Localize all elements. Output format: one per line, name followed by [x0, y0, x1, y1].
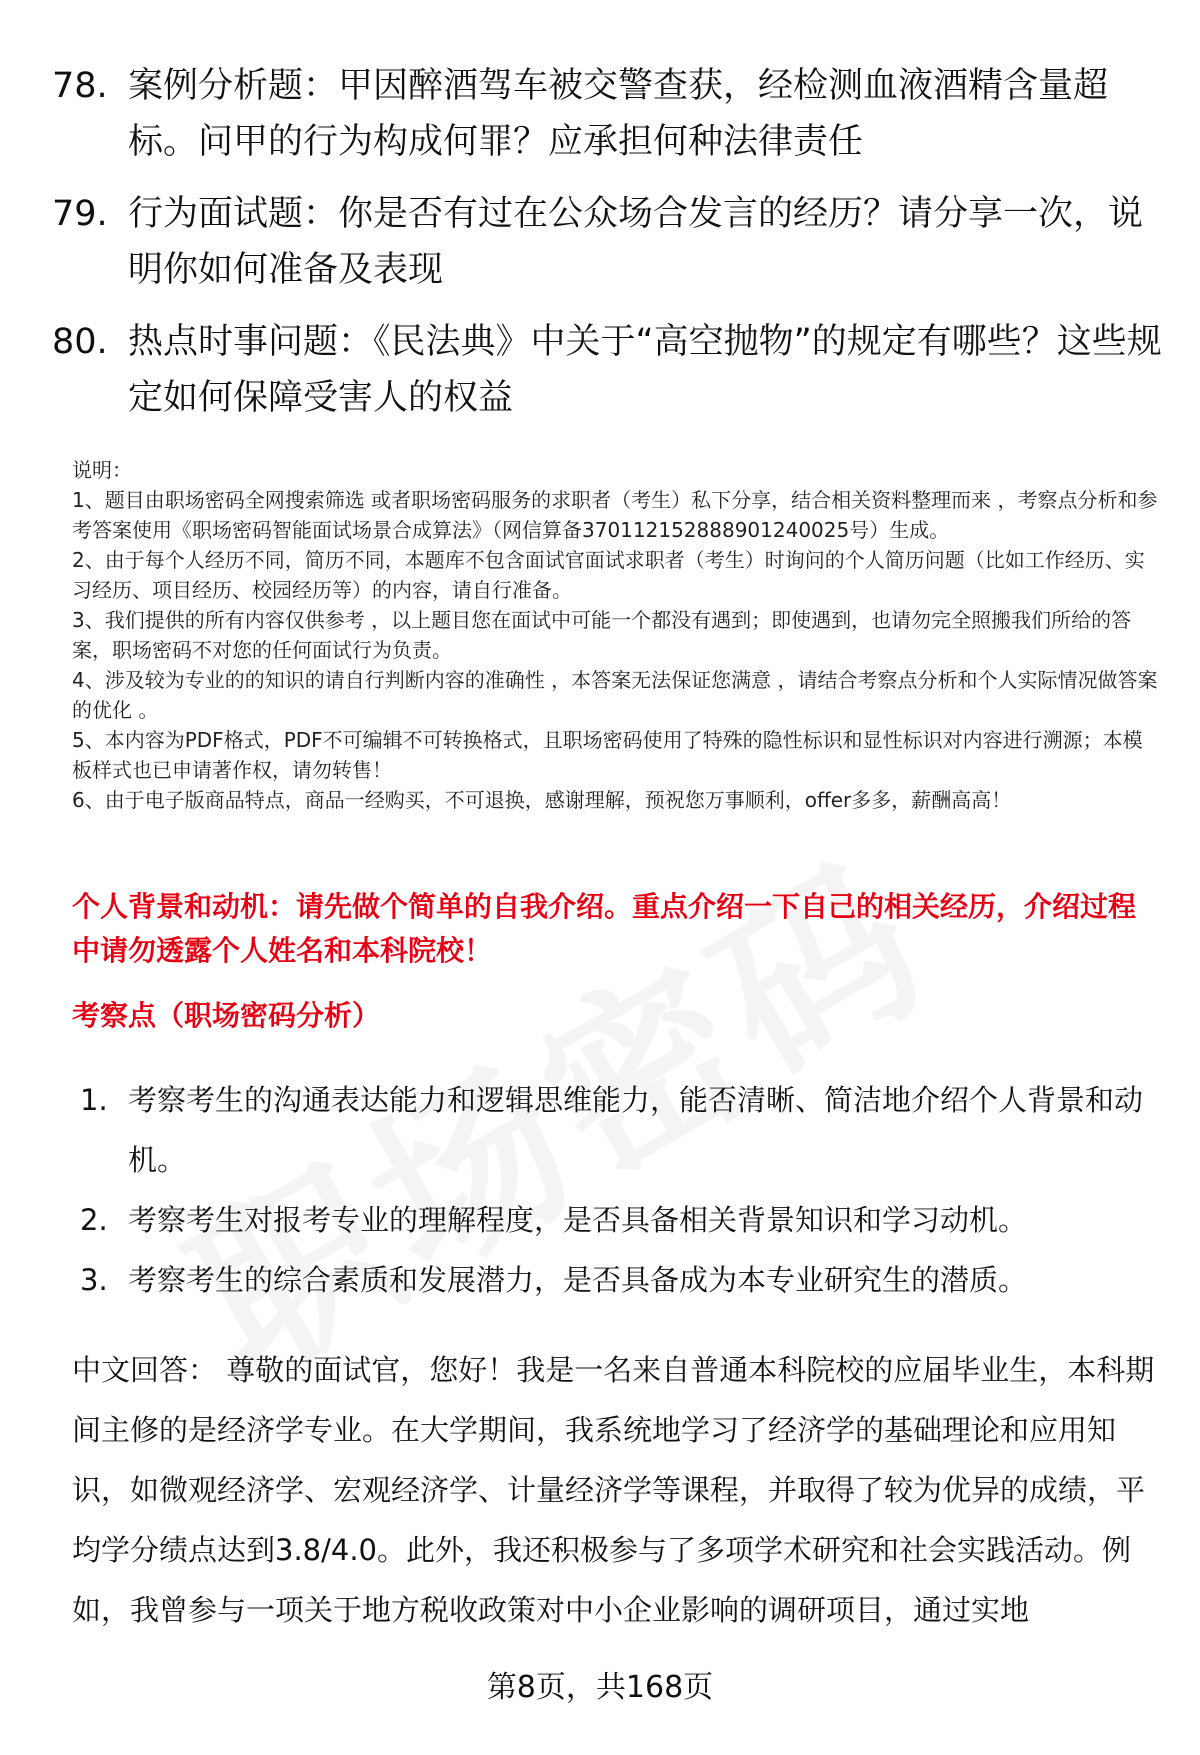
point-text: 考察考生的综合素质和发展潜力，是否具备成为本专业研究生的潜质。 — [128, 1263, 1028, 1297]
analysis-point — [80, 1070, 1160, 1190]
question-text: 行为面试题：你是否有过在公众场合发言的经历？请分享一次，说明你如何准备及表现 — [128, 194, 1144, 290]
note-item: 2、由于每个人经历不同，简历不同，本题库不包含面试官面试求职者（考生）时询问的个人简历问题（比如工作经历、实习经历、项目经历、校园经历等）的内容，请自行准备。 — [72, 548, 1145, 602]
question-number: 78. — [52, 66, 108, 106]
notes-block — [72, 455, 1162, 815]
question-list — [52, 58, 1162, 442]
analysis-points — [80, 1070, 1160, 1310]
note-item: 6、由于电子版商品特点，商品一经购买，不可退换，感谢理解，预祝您万事顺利，offer多多，薪酬高高！ — [72, 788, 1012, 812]
note-item: 1、题目由职场密码全网搜索筛选 或者职场密码服务的求职者（考生）私下分享，结合相关资料整理而来 ，考察点分析和参考答案使用《职场密码智能面试场景合成算法》（网信算备370112152888901240025号）生成。 — [72, 488, 1158, 542]
point-number: 1. — [80, 1083, 108, 1117]
point-text: 考察考生的沟通表达能力和逻辑思维能力，能否清晰、简洁地介绍个人背景和动机。 — [128, 1083, 1144, 1177]
point-number: 2. — [80, 1203, 108, 1237]
note-item: 5、本内容为PDF格式，PDF不可编辑不可转换格式，且职场密码使用了特殊的隐性标识和显性标识对内容进行溯源；本模板样式也已申请著作权，请勿转售！ — [72, 728, 1143, 782]
question-item — [52, 58, 1162, 170]
note-item: 3、我们提供的所有内容仅供参考 ，以上题目您在面试中可能一个都没有遇到；即使遇到，也请勿完全照搬我们所给的答案，职场密码不对您的任何面试行为负责。 — [72, 608, 1132, 662]
analysis-point — [80, 1190, 1160, 1250]
question-number: 80. — [52, 322, 108, 362]
point-number: 3. — [80, 1263, 108, 1297]
section-subtitle: 考察点（职场密码分析） — [72, 999, 381, 1032]
analysis-point — [80, 1250, 1160, 1310]
question-text: 案例分析题：甲因醉酒驾车被交警查获，经检测血液酒精含量超标。问甲的行为构成何罪？应承担何种法律责任 — [128, 66, 1109, 162]
note-item: 4、涉及较为专业的的知识的请自行判断内容的准确性 ，本答案无法保证您满意 ，请结合考察点分析和个人实际情况做答案的优化 。 — [72, 668, 1158, 722]
question-item — [52, 314, 1162, 426]
answer-paragraph: 中文回答： 尊敬的面试官，您好！我是一名来自普通本科院校的应届毕业生，本科期间主修的是经济学专业。在大学期间，我系统地学习了经济学的基础理论和应用知识，如微观经济学、宏观经济学、计量经济学等课程，并取得了较为优异的成绩，平均学分绩点达到3.8/4.0。此外，我还积极参与了多项学术研究和社会实践活动。例如，我曾参与一项关于地方税收政策对中小企业影响的调研项目，通过实地 — [72, 1353, 1155, 1627]
question-item — [52, 186, 1162, 298]
section-title: 个人背景和动机：请先做个简单的自我介绍。重点介绍一下自己的相关经历，介绍过程中请勿透露个人姓名和本科院校！ — [72, 890, 1137, 967]
point-text: 考察考生对报考专业的理解程度，是否具备相关背景知识和学习动机。 — [128, 1203, 1028, 1237]
notes-title: 说明： — [72, 458, 132, 482]
question-number: 79. — [52, 194, 108, 234]
question-text: 热点时事问题：《民法典》中关于“高空抛物”的规定有哪些？这些规定如何保障受害人的权益 — [128, 322, 1162, 418]
page-footer: 第8页，共168页 — [486, 1670, 714, 1705]
